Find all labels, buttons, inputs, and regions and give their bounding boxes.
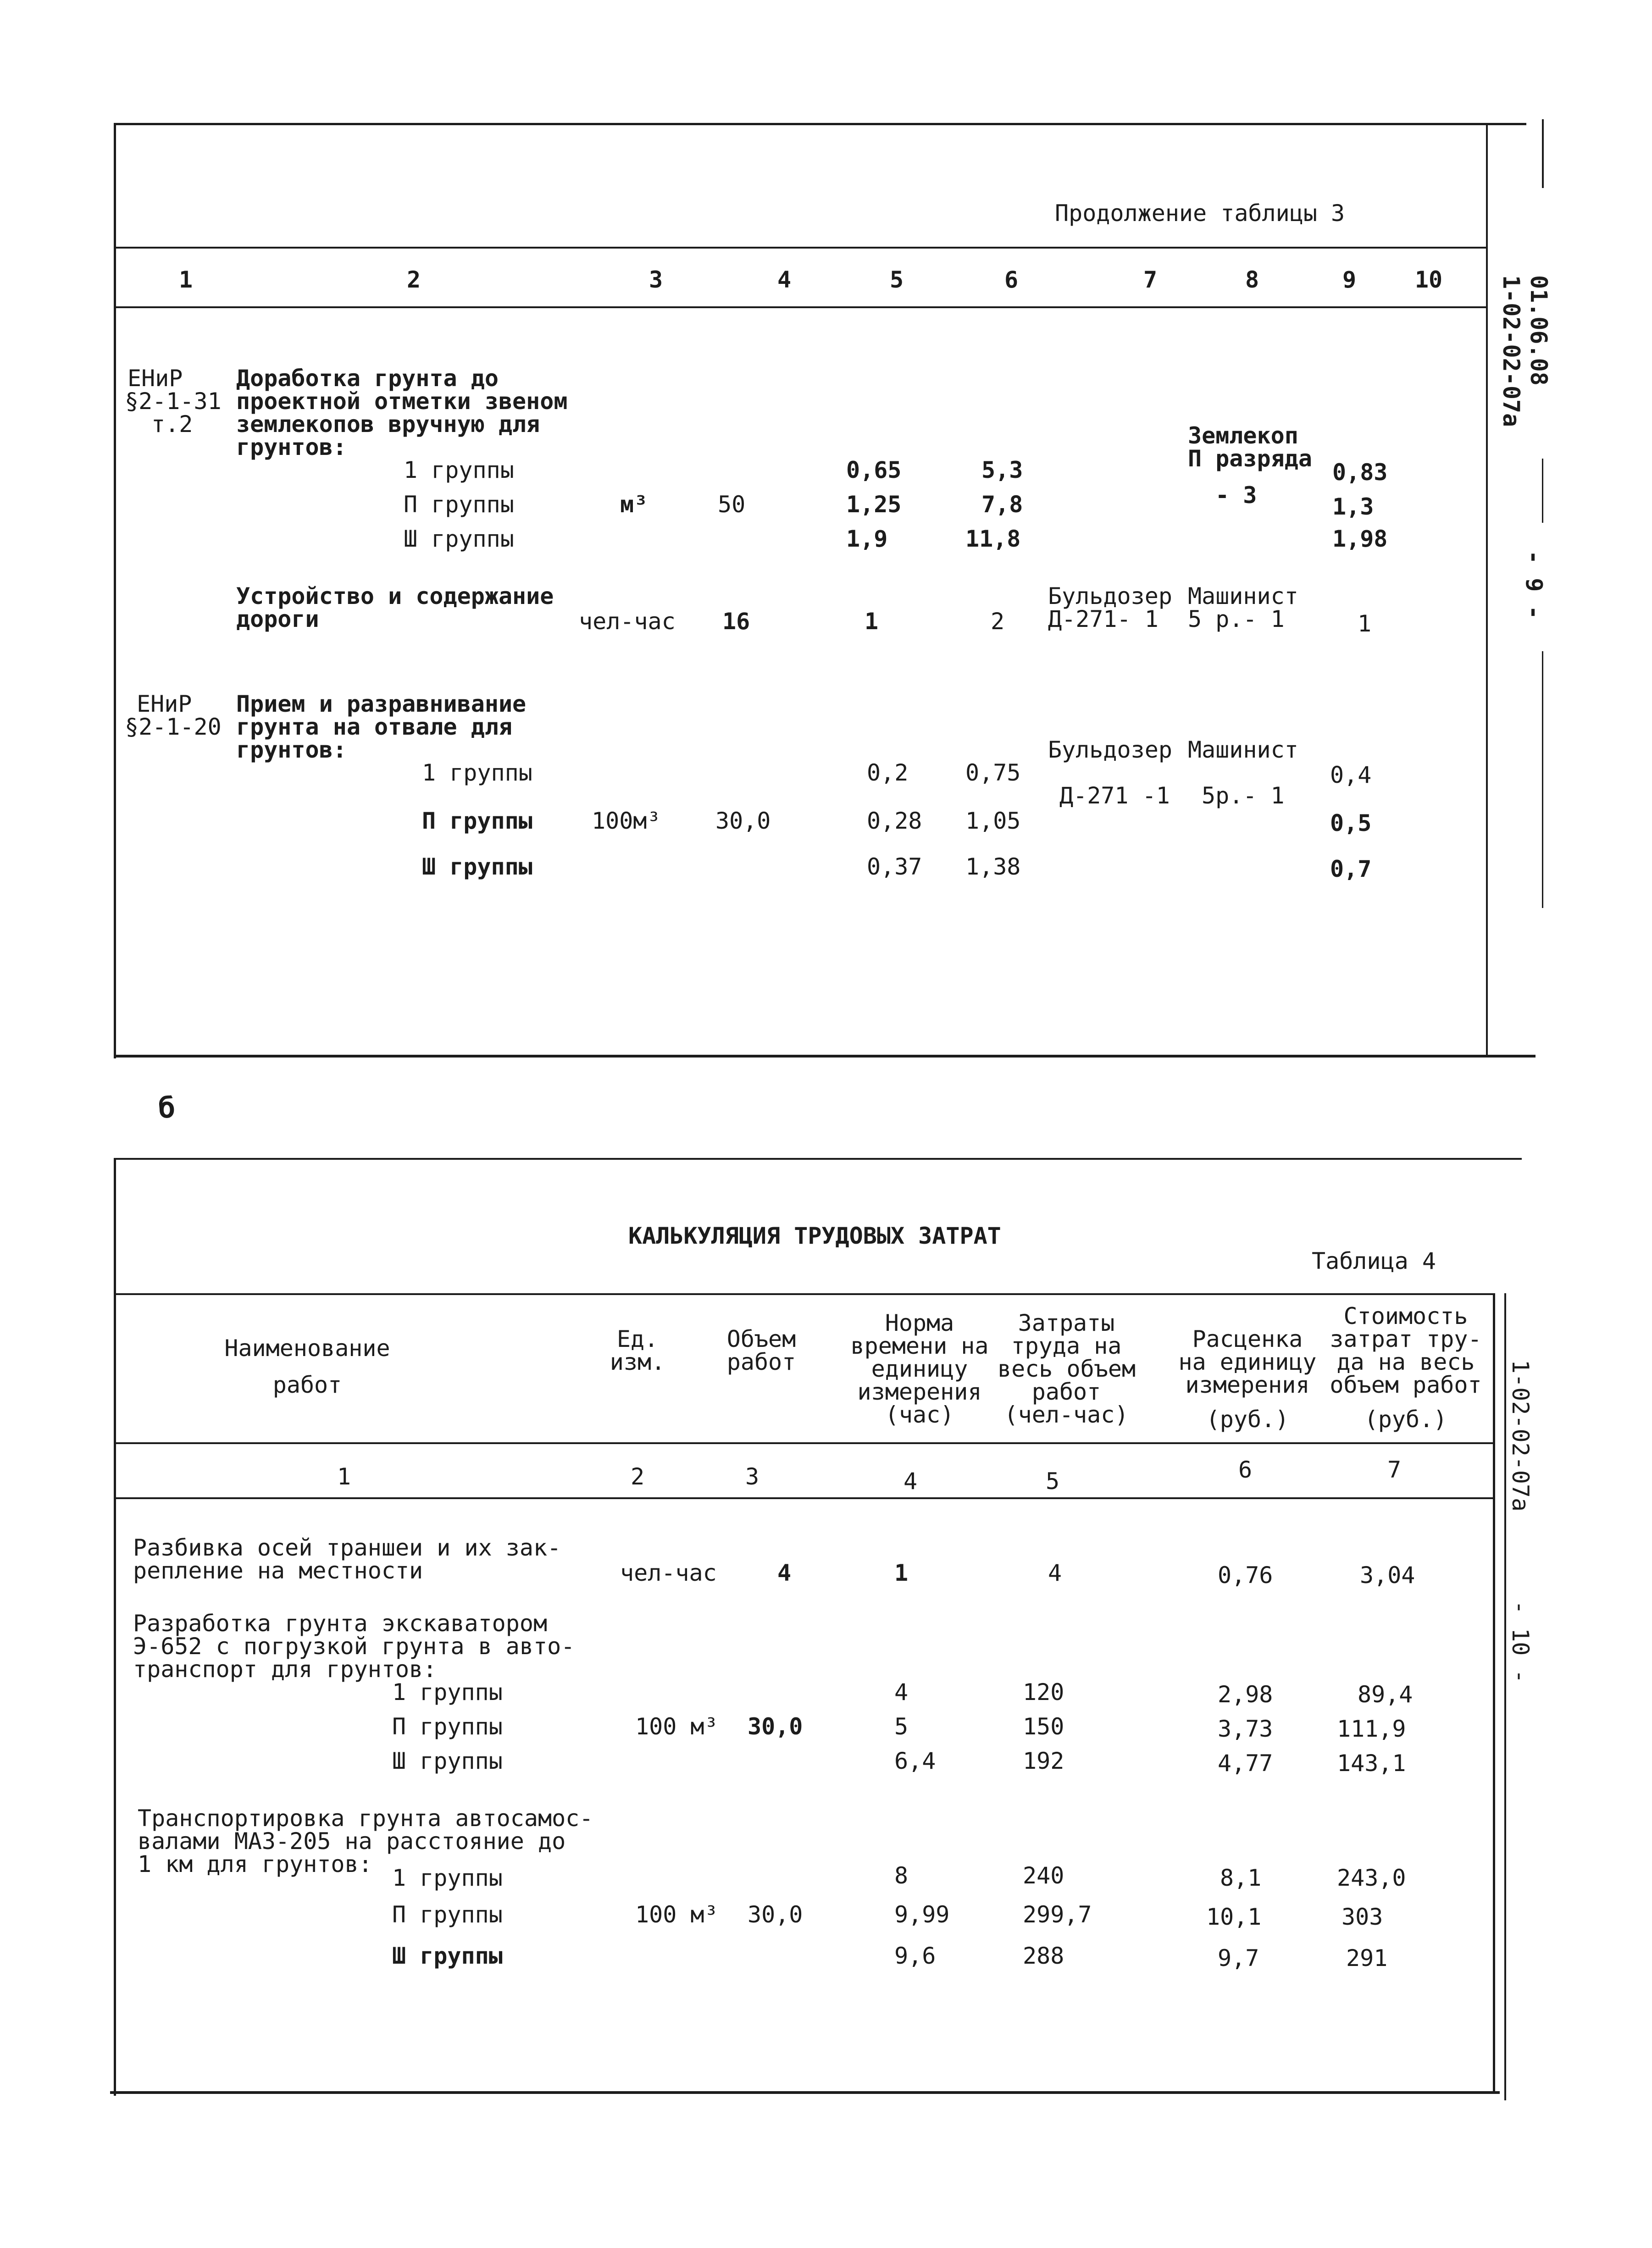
worker: 5р.- 1 — [1202, 782, 1285, 809]
soil-group: П группы — [392, 1713, 503, 1740]
side-document-code: 1-02-02-07а — [1498, 275, 1524, 427]
soil-group: 1 группы — [404, 457, 514, 483]
unit: м³ — [620, 491, 648, 518]
header-unit: Ед. изм. — [610, 1326, 665, 1375]
norm-reference: ЕНиР — [137, 691, 192, 717]
soil-group: 1 группы — [422, 759, 532, 786]
column-number: 2 — [406, 266, 421, 293]
column-number: 2 — [630, 1463, 645, 1490]
labor-cost: 240 — [1023, 1862, 1064, 1889]
header-cost: Стоимость затрат тру- да на весь объем работ (руб.) — [1330, 1303, 1482, 1433]
column-number: 1 — [337, 1463, 351, 1490]
side-page-number: - 10 - — [1507, 1600, 1534, 1683]
column-number: 6 — [1004, 266, 1019, 293]
volume: 30,0 — [748, 1901, 803, 1928]
labor-cost: 120 — [1023, 1679, 1064, 1705]
labor-cost: 2 — [991, 608, 1005, 635]
soil-group: П группы — [422, 808, 532, 834]
work-name: репление на местности — [133, 1557, 423, 1584]
time-norm: 1 — [894, 1560, 909, 1586]
cost: 1 — [1358, 610, 1372, 637]
soil-group: Ш группы — [392, 1748, 503, 1774]
labor-cost: 288 — [1023, 1943, 1064, 1969]
machine: Бульдозер — [1048, 583, 1172, 609]
column-number: 4 — [903, 1468, 918, 1495]
worker: 5 р.- 1 — [1188, 606, 1285, 632]
worker: П разряда — [1188, 445, 1312, 472]
time-norm: 0,28 — [867, 808, 922, 834]
work-name: грунта на отвале для — [236, 714, 513, 740]
volume: 4 — [777, 1560, 792, 1586]
work-name: Устройство и содержание — [236, 583, 554, 609]
column-number: 9 — [1342, 266, 1357, 293]
labor-cost: 11,8 — [965, 526, 1021, 552]
margin-rule — [1504, 1293, 1506, 2100]
work-name: транспорт для грунтов: — [133, 1656, 437, 1683]
machine: Д-271 -1 — [1059, 782, 1170, 809]
norm-reference: т.2 — [151, 411, 193, 437]
work-name: грунтов: — [236, 434, 347, 460]
table4-title: КАЛЬКУЛЯЦИЯ ТРУДОВЫХ ЗАТРАТ — [628, 1223, 1001, 1249]
rate: 9,7 — [1218, 1945, 1259, 1971]
time-norm: 1,25 — [846, 491, 902, 518]
worker: Машинист — [1188, 736, 1298, 763]
work-name: дороги — [236, 606, 319, 632]
cost: 303 — [1342, 1904, 1383, 1930]
header-volume: Объем работ — [726, 1326, 796, 1375]
labor-cost: 4 — [1048, 1560, 1062, 1586]
work-name: валами МАЗ-205 на расстояние до — [138, 1828, 566, 1855]
soil-group: Ш группы — [404, 526, 514, 552]
column-number: 5 — [889, 266, 904, 293]
time-norm: 4 — [894, 1679, 909, 1705]
work-name: проектной отметки звеном — [236, 388, 568, 415]
rate: 10,1 — [1206, 1904, 1262, 1930]
time-norm: 1 — [865, 608, 879, 635]
unit: 100 м³ — [635, 1901, 718, 1928]
labor-cost: 150 — [1023, 1713, 1064, 1740]
norm-reference: ЕНиР — [128, 365, 183, 392]
cost: 291 — [1346, 1945, 1388, 1971]
header-labor: Затраты труда на весь объем работ (чел-час) — [998, 1310, 1136, 1428]
labor-cost: 192 — [1023, 1748, 1064, 1774]
cost: 0,4 — [1330, 762, 1372, 788]
column-number: 8 — [1245, 266, 1259, 293]
cost: 1,98 — [1332, 526, 1388, 552]
soil-group: 1 группы — [392, 1679, 503, 1705]
unit: 100 м³ — [635, 1713, 718, 1740]
labor-cost: 7,8 — [981, 491, 1023, 518]
margin-tick — [1542, 119, 1544, 188]
column-number: 7 — [1387, 1456, 1402, 1483]
volume: 50 — [718, 491, 746, 518]
rate: 0,76 — [1218, 1562, 1273, 1589]
work-name: Разработка грунта экскаватором — [133, 1610, 548, 1637]
cost: 0,7 — [1330, 856, 1372, 882]
side-stamp: 01.06.08 — [1525, 275, 1552, 386]
soil-group: Ш группы — [422, 853, 532, 880]
labor-cost: 299,7 — [1023, 1901, 1092, 1928]
norm-reference: §2-1-31 — [125, 388, 222, 415]
machine: Д-271- 1 — [1048, 606, 1159, 632]
margin-tick — [1542, 651, 1543, 908]
time-norm: 9,99 — [894, 1901, 950, 1928]
cost: 111,9 — [1337, 1716, 1406, 1742]
cost: 89,4 — [1358, 1681, 1413, 1708]
table4-label: Таблица 4 — [1312, 1248, 1436, 1274]
work-name: Транспортировка грунта автосамос- — [138, 1805, 593, 1832]
work-name: грунтов: — [236, 736, 347, 763]
rate: 8,1 — [1220, 1865, 1262, 1891]
margin-tick — [1542, 459, 1543, 523]
unit: чел-час — [620, 1560, 717, 1586]
work-name: землекопов вручную для — [236, 411, 540, 437]
time-norm: 8 — [894, 1862, 909, 1889]
rate: 4,77 — [1218, 1750, 1273, 1777]
column-number: 5 — [1045, 1468, 1060, 1495]
rate: 3,73 — [1218, 1716, 1273, 1742]
unit: 100м³ — [592, 808, 661, 834]
side-page-number: - 9 - — [1521, 550, 1547, 620]
labor-cost: 1,38 — [965, 853, 1021, 880]
soil-group: Ш группы — [392, 1943, 503, 1969]
soil-group: П группы — [404, 491, 514, 518]
column-number: 7 — [1143, 266, 1158, 293]
cost: 0,83 — [1332, 459, 1388, 486]
volume: 30,0 — [748, 1713, 803, 1740]
cost: 3,04 — [1360, 1562, 1415, 1589]
time-norm: 1,9 — [846, 526, 888, 552]
cost: 0,5 — [1330, 810, 1372, 836]
labor-cost: 0,75 — [965, 759, 1021, 786]
table3-continuation-title: Продолжение таблицы 3 — [1055, 200, 1345, 227]
work-name: Прием и разравнивание — [236, 691, 527, 717]
labor-cost: 5,3 — [981, 457, 1023, 483]
time-norm: 9,6 — [894, 1943, 936, 1969]
column-number: 6 — [1238, 1456, 1253, 1483]
time-norm: 0,37 — [867, 853, 922, 880]
cost: 243,0 — [1337, 1865, 1406, 1891]
time-norm: 0,2 — [867, 759, 909, 786]
header-work-name: Наименование работ — [224, 1335, 390, 1398]
worker: - 3 — [1215, 482, 1257, 509]
volume: 30,0 — [715, 808, 771, 834]
time-norm: 5 — [894, 1713, 909, 1740]
soil-group: 1 группы — [392, 1865, 503, 1891]
cost: 1,3 — [1332, 493, 1374, 520]
rate: 2,98 — [1218, 1681, 1273, 1708]
time-norm: 0,65 — [846, 457, 902, 483]
column-number: 3 — [745, 1463, 759, 1490]
worker: Землекоп — [1188, 422, 1298, 449]
work-name: Доработка грунта до — [236, 365, 499, 392]
machine: Бульдозер — [1048, 736, 1172, 763]
cost: 143,1 — [1337, 1750, 1406, 1777]
column-number: 10 — [1414, 266, 1443, 293]
column-number: 4 — [777, 266, 792, 293]
norm-reference: §2-1-20 — [125, 714, 222, 740]
column-number: 3 — [649, 266, 663, 293]
work-name: Разбивка осей траншеи и их зак- — [133, 1534, 561, 1561]
labor-cost: 1,05 — [965, 808, 1021, 834]
page-mark: б — [158, 1091, 176, 1124]
header-rate: Расценка на единицу измерения (руб.) — [1178, 1326, 1317, 1433]
worker: Машинист — [1188, 583, 1298, 609]
header-time-norm: Норма времени на единицу измерения (час) — [850, 1310, 989, 1428]
work-name: 1 км для грунтов: — [138, 1851, 372, 1877]
time-norm: 6,4 — [894, 1748, 936, 1774]
work-name: Э-652 с погрузкой грунта в авто- — [133, 1633, 575, 1660]
soil-group: П группы — [392, 1901, 503, 1928]
volume: 16 — [722, 608, 750, 635]
column-number: 1 — [178, 266, 193, 293]
unit: чел-час — [579, 608, 676, 635]
side-document-code: 1-02-02-07а — [1507, 1360, 1534, 1512]
